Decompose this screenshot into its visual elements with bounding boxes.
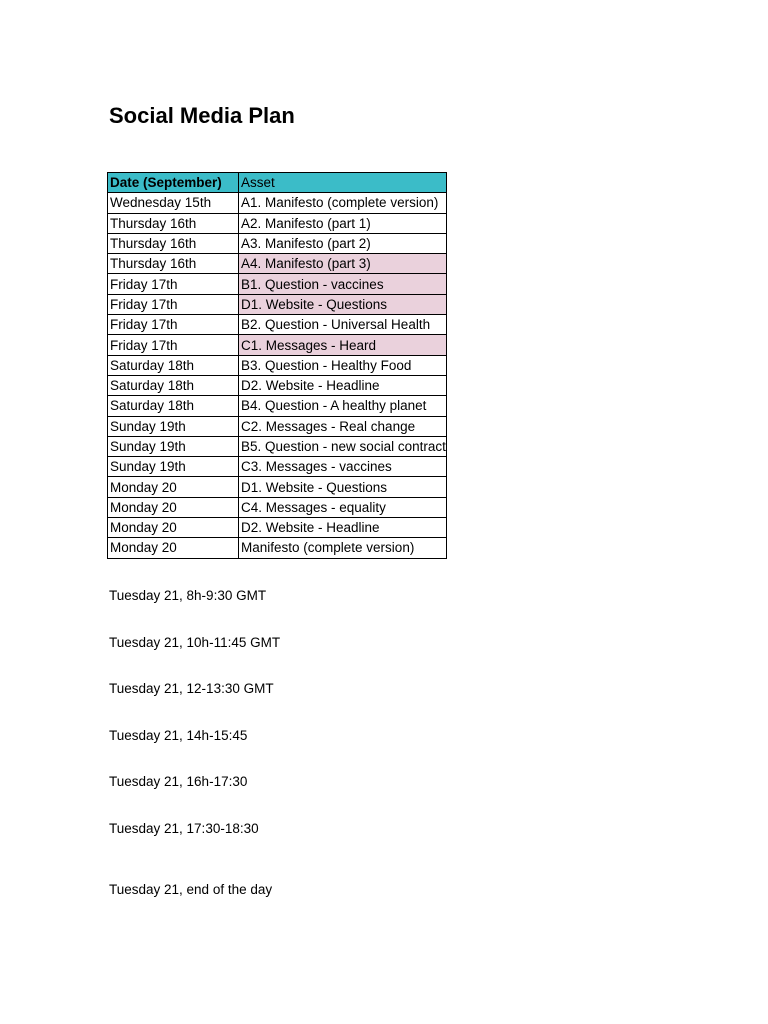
table-row (108, 355, 447, 375)
date-cell: Sunday 19th (108, 457, 239, 477)
schedule-item: Tuesday 21, 16h-17:30 (109, 774, 248, 789)
date-cell: Thursday 16th (108, 254, 239, 274)
asset-cell: C4. Messages - equality (239, 497, 447, 517)
schedule-item: Tuesday 21, 10h-11:45 GMT (109, 635, 281, 650)
asset-cell: D2. Website - Headline (239, 375, 447, 395)
date-cell: Saturday 18th (108, 396, 239, 416)
date-cell: Saturday 18th (108, 375, 239, 395)
table-row (108, 193, 447, 213)
table-body (108, 193, 447, 558)
date-cell: Monday 20 (108, 477, 239, 497)
asset-cell: A4. Manifesto (part 3) (239, 254, 447, 274)
schedule-item: Tuesday 21, 12-13:30 GMT (109, 681, 274, 696)
table-header-row (108, 173, 447, 193)
date-cell: Friday 17th (108, 294, 239, 314)
schedule-item: Tuesday 21, 8h-9:30 GMT (109, 588, 267, 603)
asset-cell: A1. Manifesto (complete version) (239, 193, 447, 213)
table-row (108, 396, 447, 416)
table-row (108, 315, 447, 335)
table-row (108, 497, 447, 517)
asset-cell: B5. Question - new social contract (239, 436, 447, 456)
date-cell: Monday 20 (108, 518, 239, 538)
table-row (108, 538, 447, 558)
asset-cell: B2. Question - Universal Health (239, 315, 447, 335)
date-cell: Wednesday 15th (108, 193, 239, 213)
date-cell: Saturday 18th (108, 355, 239, 375)
asset-cell: A3. Manifesto (part 2) (239, 233, 447, 253)
date-cell: Sunday 19th (108, 416, 239, 436)
asset-cell: Manifesto (complete version) (239, 538, 447, 558)
table-row (108, 375, 447, 395)
table-row (108, 254, 447, 274)
date-cell: Friday 17th (108, 274, 239, 294)
date-cell: Thursday 16th (108, 213, 239, 233)
table-row (108, 436, 447, 456)
date-cell: Friday 17th (108, 315, 239, 335)
table-row (108, 213, 447, 233)
table-row (108, 416, 447, 436)
date-cell: Sunday 19th (108, 436, 239, 456)
table-row (108, 477, 447, 497)
asset-cell: C3. Messages - vaccines (239, 457, 447, 477)
asset-cell: A2. Manifesto (part 1) (239, 213, 447, 233)
schedule-item: Tuesday 21, end of the day (109, 882, 273, 897)
table-row (108, 294, 447, 314)
date-cell: Friday 17th (108, 335, 239, 355)
table-row (108, 457, 447, 477)
social-media-plan-table (107, 172, 447, 559)
asset-column-header: Asset (239, 173, 447, 193)
table-row (108, 274, 447, 294)
table-row (108, 518, 447, 538)
asset-cell: B3. Question - Healthy Food (239, 355, 447, 375)
schedule-item: Tuesday 21, 14h-15:45 (109, 728, 248, 743)
asset-cell: D1. Website - Questions (239, 477, 447, 497)
schedule-item: Tuesday 21, 17:30-18:30 (109, 821, 259, 836)
asset-cell: D1. Website - Questions (239, 294, 447, 314)
date-cell: Monday 20 (108, 497, 239, 517)
asset-cell: C1. Messages - Heard (239, 335, 447, 355)
asset-cell: B1. Question - vaccines (239, 274, 447, 294)
asset-cell: B4. Question - A healthy planet (239, 396, 447, 416)
date-column-header: Date (September) (108, 173, 239, 193)
date-cell: Monday 20 (108, 538, 239, 558)
date-cell: Thursday 16th (108, 233, 239, 253)
table-row (108, 335, 447, 355)
table-row (108, 233, 447, 253)
asset-cell: D2. Website - Headline (239, 518, 447, 538)
page-title: Social Media Plan (109, 103, 295, 128)
asset-cell: C2. Messages - Real change (239, 416, 447, 436)
